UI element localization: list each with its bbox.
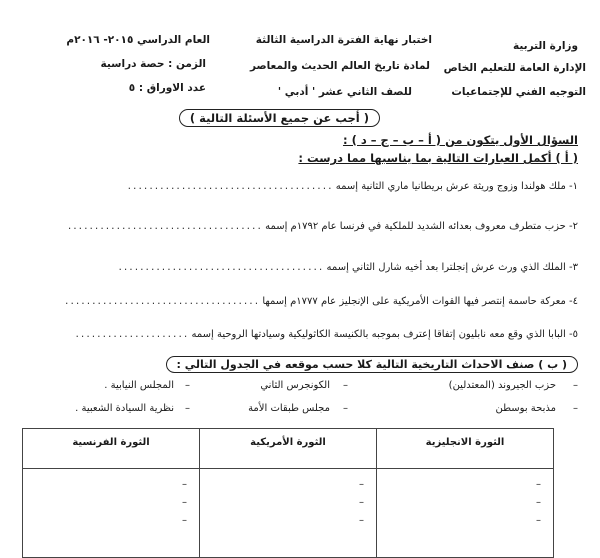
question-item-text: ٣- الملك الذي ورث عرش إنجلترا بعد أخيه شارل الثاني إسمه <box>326 262 578 273</box>
cell-dash: – <box>536 479 541 490</box>
question-item-text: ٢- حزب متطرف معروف بعدائه الشديد للملكية في فرنسا عام ١٧٩٢م إسمه <box>265 221 578 232</box>
event-item: مذبحة بوسطن <box>495 403 556 414</box>
exam-subject: لمادة تاريخ العالم الحديث والمعاصر <box>249 60 430 72</box>
cell-dash: – <box>536 497 541 508</box>
cell-dash: – <box>359 497 364 508</box>
guidance-name: التوجيه الفني للإجتماعيات <box>451 86 586 98</box>
cell-dash: – <box>359 479 364 490</box>
exam-title: اختبار نهاية الفترة الدراسية الثالثة <box>255 34 432 46</box>
question-item <box>67 221 578 232</box>
event-item: مجلس طبقات الأمة <box>248 403 330 414</box>
event-dash: – <box>343 380 348 391</box>
event-dash: – <box>185 403 190 414</box>
answer-blank[interactable]: .................................... <box>64 297 260 307</box>
answer-blank[interactable]: .................................... <box>66 222 262 232</box>
question-item <box>117 262 578 273</box>
question-item-text: ٤- معركة حاسمة إنتصر فيها القوات الأمريكية على الإنجليز عام ١٧٧٧م إسمها <box>262 296 578 307</box>
exam-time: الزمن : حصة دراسية <box>100 58 206 70</box>
cell-dash: – <box>359 515 364 526</box>
question-1-part-a: ( أ ) أكمل العبارات التالية بما يناسبها مما درست : <box>298 151 578 165</box>
cell-dash: – <box>182 497 187 508</box>
event-item: المجلس النيابية . <box>104 380 174 391</box>
answer-blank[interactable]: ...................................... <box>126 182 333 192</box>
classification-table <box>22 428 554 558</box>
question-item <box>127 181 578 192</box>
answer-blank[interactable]: ...................................... <box>117 263 324 273</box>
event-dash: – <box>343 403 348 414</box>
question-1-part-b: ( ب ) صنف الاحداث التاريخية التالية كلا حسب موقعه في الجدول التالي : <box>166 356 578 373</box>
event-dash: – <box>185 380 190 391</box>
table-header-french-revolution: الثورة الفرنسية <box>23 429 200 469</box>
answer-blank[interactable]: ..................... <box>74 330 189 340</box>
event-item: حزب الجيروند (المعتدلين) <box>448 380 556 391</box>
answer-cell-french[interactable] <box>23 469 200 558</box>
event-dash: – <box>573 403 578 414</box>
cell-dash: – <box>182 515 187 526</box>
department-name: الإدارة العامة للتعليم الخاص <box>443 62 586 74</box>
cell-dash: – <box>536 515 541 526</box>
question-1-title: السؤال الأول يتكون من ( أ – ب – ج – د ) : <box>342 133 578 147</box>
instruction-box: ( أجب عن جميع الأسئلة التالية ) <box>179 109 380 127</box>
page-count: عدد الاوراق : ٥ <box>128 82 206 94</box>
exam-grade: للصف الثاني عشر ' أدبي ' <box>277 86 412 98</box>
question-item <box>75 329 579 340</box>
answer-cell-english[interactable] <box>377 469 554 558</box>
ministry-name: وزارة التربية <box>512 40 578 52</box>
table-header-american-revolution: الثورة الأمريكية <box>200 429 377 469</box>
school-year: العام الدراسي ٢٠١٥- ٢٠١٦م <box>66 34 210 46</box>
event-item: الكونجرس الثاني <box>260 380 330 391</box>
question-item-text: ١- ملك هولندا وزوج وريثة عرش بريطانيا ماري الثانية إسمه <box>335 181 578 192</box>
table-header-english-revolution: الثورة الانجليزية <box>377 429 554 469</box>
question-item <box>64 296 578 307</box>
question-item-text: ٥- البابا الذي وقع معه نابليون إتفاقا إعترف بموجبه بالكنيسة الكاثوليكية وسيادتها الروحية إسمه <box>191 329 578 340</box>
event-dash: – <box>573 380 578 391</box>
event-item: نظرية السيادة الشعبية . <box>75 403 174 414</box>
answer-cell-american[interactable] <box>200 469 377 558</box>
cell-dash: – <box>182 479 187 490</box>
